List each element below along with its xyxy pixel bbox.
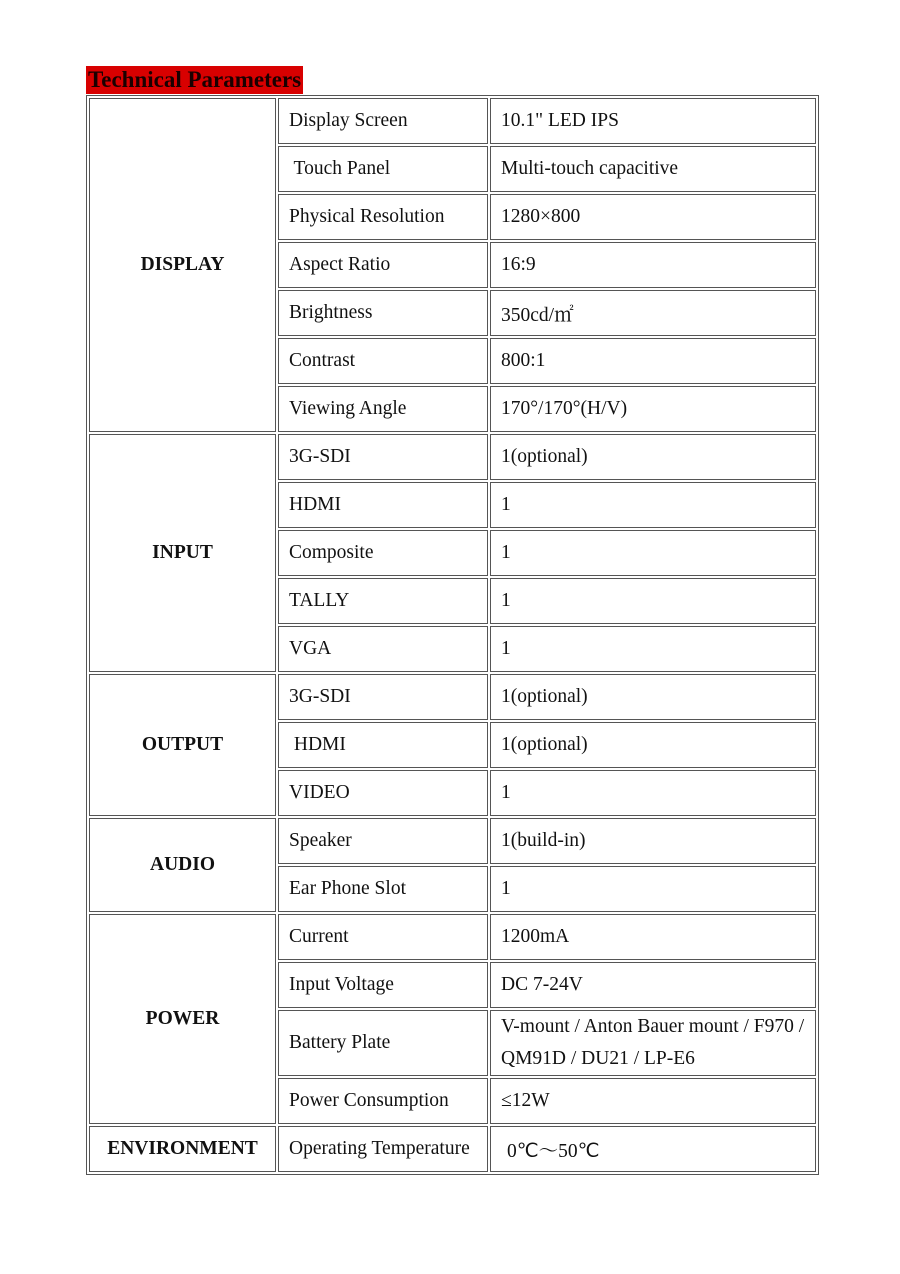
param-label: Physical Resolution [278, 194, 488, 240]
param-label: 3G-SDI [278, 674, 488, 720]
param-label: HDMI [278, 722, 488, 768]
param-label: Contrast [278, 338, 488, 384]
param-value: 1 [490, 530, 816, 576]
param-label: Touch Panel [278, 146, 488, 192]
param-label: Current [278, 914, 488, 960]
param-label: Viewing Angle [278, 386, 488, 432]
param-value: 0℃～50℃ [490, 1126, 816, 1172]
param-value: 1 [490, 578, 816, 624]
param-label: VGA [278, 626, 488, 672]
param-value: 800:1 [490, 338, 816, 384]
param-label: Ear Phone Slot [278, 866, 488, 912]
category-output: OUTPUT [89, 674, 276, 816]
param-value: Multi-touch capacitive [490, 146, 816, 192]
param-value: 1 [490, 626, 816, 672]
param-label: Input Voltage [278, 962, 488, 1008]
param-label: 3G-SDI [278, 434, 488, 480]
param-value: 350cd/㎡ [490, 290, 816, 336]
category-audio: AUDIO [89, 818, 276, 912]
param-value: 1(optional) [490, 674, 816, 720]
param-value: 1200mA [490, 914, 816, 960]
param-value: 1280×800 [490, 194, 816, 240]
param-label: TALLY [278, 578, 488, 624]
category-power: POWER [89, 914, 276, 1124]
category-environment: ENVIRONMENT [89, 1126, 276, 1172]
param-value: 1(optional) [490, 434, 816, 480]
param-value: 16:9 [490, 242, 816, 288]
param-value: 1 [490, 482, 816, 528]
param-label: VIDEO [278, 770, 488, 816]
param-value: 1(optional) [490, 722, 816, 768]
category-input: INPUT [89, 434, 276, 672]
table-row [89, 434, 816, 480]
table-row [89, 674, 816, 720]
param-value: DC 7-24V [490, 962, 816, 1008]
table-row [89, 818, 816, 864]
param-label: Display Screen [278, 98, 488, 144]
category-display: DISPLAY [89, 98, 276, 432]
param-label: Power Consumption [278, 1078, 488, 1124]
technical-parameters-table [86, 95, 819, 1175]
param-value: 10.1" LED IPS [490, 98, 816, 144]
param-label: Composite [278, 530, 488, 576]
table-row [89, 98, 816, 144]
table-row [89, 1126, 816, 1172]
param-label: Brightness [278, 290, 488, 336]
param-value: 1 [490, 866, 816, 912]
param-value: V-mount / Anton Bauer mount / F970 / QM91D / DU21 / LP-E6 [490, 1010, 816, 1076]
param-value: 1(build-in) [490, 818, 816, 864]
param-value: ≤12W [490, 1078, 816, 1124]
param-value: 1 [490, 770, 816, 816]
param-label: HDMI [278, 482, 488, 528]
param-label: Operating Temperature [278, 1126, 488, 1172]
page-title: Technical Parameters [88, 67, 302, 92]
param-label: Aspect Ratio [278, 242, 488, 288]
table-row [89, 914, 816, 960]
param-value: 170°/170°(H/V) [490, 386, 816, 432]
param-label: Speaker [278, 818, 488, 864]
param-label: Battery Plate [278, 1010, 488, 1076]
